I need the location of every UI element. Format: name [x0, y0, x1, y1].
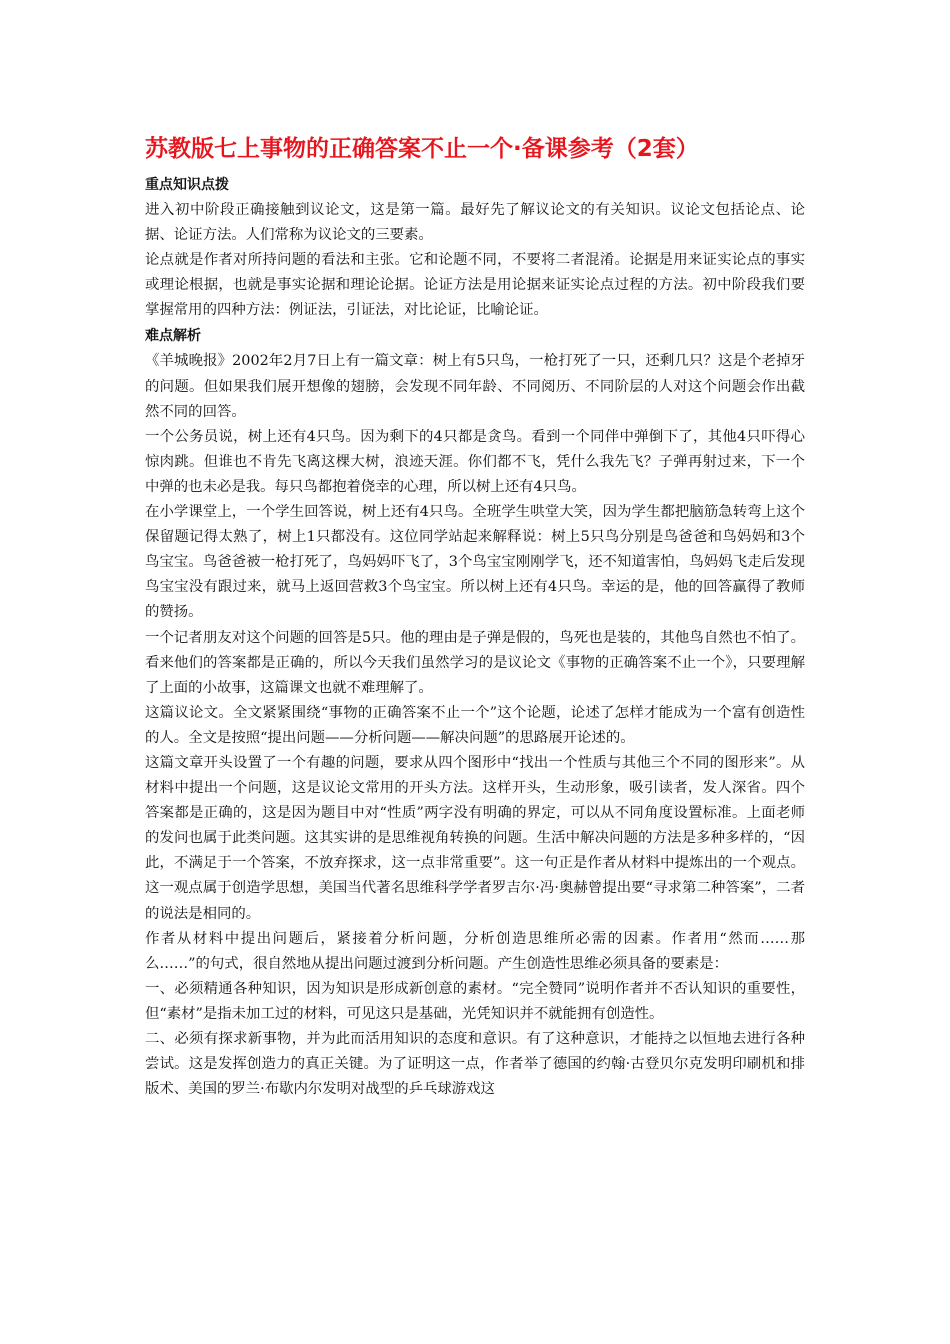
paragraph: 一、必须精通各种知识，因为知识是形成新创意的素材。“完全赞同”说明作者并不否认知识的重要性，但“素材”是指未加工过的材料，可见这只是基础，光凭知识并不就能拥有创造性。 — [145, 980, 805, 1022]
paragraph: 一个公务员说，树上还有4只鸟。因为剩下的4只都是贪鸟。看到一个同伴中弹倒下了，其他4只吓得心惊肉跳。但谁也不肯先飞离这棵大树，浪迹天涯。你们都不飞，凭什么我先飞？子弹再射过来，下一个中弹的也未必是我。每只鸟都抱着侥幸的心理，所以树上还有4只鸟。 — [145, 428, 805, 495]
document-page — [145, 132, 805, 1102]
paragraph: 二、必须有探求新事物，并为此而活用知识的态度和意识。有了这种意识，才能持之以恒地去进行各种尝试。这是发挥创造力的真正关键。为了证明这一点，作者举了德国的约翰·古登贝尔克发明印刷机和排版术、美国的罗兰·布歇内尔发明对战型的乒乓球游戏这 — [145, 1031, 805, 1098]
section-difficulty-analysis — [145, 323, 805, 1102]
paragraph: 在小学课堂上，一个学生回答说，树上还有4只鸟。全班学生哄堂大笑，因为学生都把脑筋急转弯上这个保留题记得太熟了，树上1只都没有。这位同学站起来解释说：树上5只鸟分别是鸟爸爸和鸟妈妈和3个鸟宝宝。鸟爸爸被一枪打死了，鸟妈妈吓飞了，3个鸟宝宝刚刚学飞，还不知道害怕，鸟妈妈飞走后发现鸟宝宝没有跟过来，就马上返回营救3个鸟宝宝。所以树上还有4只鸟。幸运的是，他的回答赢得了教师的赞扬。 — [145, 504, 805, 621]
paragraph: 这篇议论文。全文紧紧围绕“事物的正确答案不止一个”这个论题，论述了怎样才能成为一个富有创造性的人。全文是按照“提出问题——分析问题——解决问题”的思路展开论述的。 — [145, 704, 805, 746]
paragraph: 一个记者朋友对这个问题的回答是5只。他的理由是子弹是假的，鸟死也是装的，其他鸟自然也不怕了。看来他们的答案都是正确的，所以今天我们虽然学习的是议论文《事物的正确答案不止一个》，只要理解了上面的小故事，这篇课文也就不难理解了。 — [145, 629, 805, 696]
paragraph: 论点就是作者对所持问题的看法和主张。它和论题不同，不要将二者混淆。论据是用来证实论点的事实或理论根据，也就是事实论据和理论论据。论证方法是用论据来证实论点过程的方法。初中阶段我们要掌握常用的四种方法：例证法，引证法，对比论证，比喻论证。 — [145, 252, 805, 319]
section-key-points — [145, 172, 805, 323]
document-title: 苏教版七上事物的正确答案不止一个·备课参考（2套） — [145, 136, 699, 162]
paragraph: 作者从材料中提出问题后，紧接着分析问题，分析创造思维所必需的因素。作者用“然而……那么……”的句式，很自然地从提出问题过渡到分析问题。产生创造性思维必须具备的要素是： — [145, 930, 805, 972]
section-heading: 重点知识点拨 — [145, 177, 229, 193]
paragraph: 这篇文章开头设置了一个有趣的问题，要求从四个图形中“找出一个性质与其他三个不同的图形来”。从材料中提出一个问题，这是议论文常用的开头方法。这样开头，生动形象，吸引读者，发人深省。四个答案都是正确的，这是因为题目中对“性质”两字没有明确的界定，可以从不同角度设置标准。上面老师的发问也属于此类问题。这其实讲的是思维视角转换的问题。生活中解决问题的方法是多种多样的，“因此，不满足于一个答案，不放弃探求，这一点非常重要”。这一句正是作者从材料中提炼出的一个观点。这一观点属于创造学思想，美国当代著名思维科学学者罗吉尔·冯·奥赫曾提出要“寻求第二种答案”，二者的说法是相同的。 — [145, 754, 805, 922]
paragraph: 进入初中阶段正确接触到议论文，这是第一篇。最好先了解议论文的有关知识。议论文包括论点、论据、论证方法。人们常称为议论文的三要素。 — [145, 202, 805, 244]
paragraph: 《羊城晚报》2002年2月7日上有一篇文章：树上有5只鸟，一枪打死了一只，还剩几只？这是个老掉牙的问题。但如果我们展开想像的翅膀，会发现不同年龄、不同阅历、不同阶层的人对这个问题会作出截然不同的回答。 — [145, 353, 805, 420]
section-heading: 难点解析 — [145, 328, 201, 345]
